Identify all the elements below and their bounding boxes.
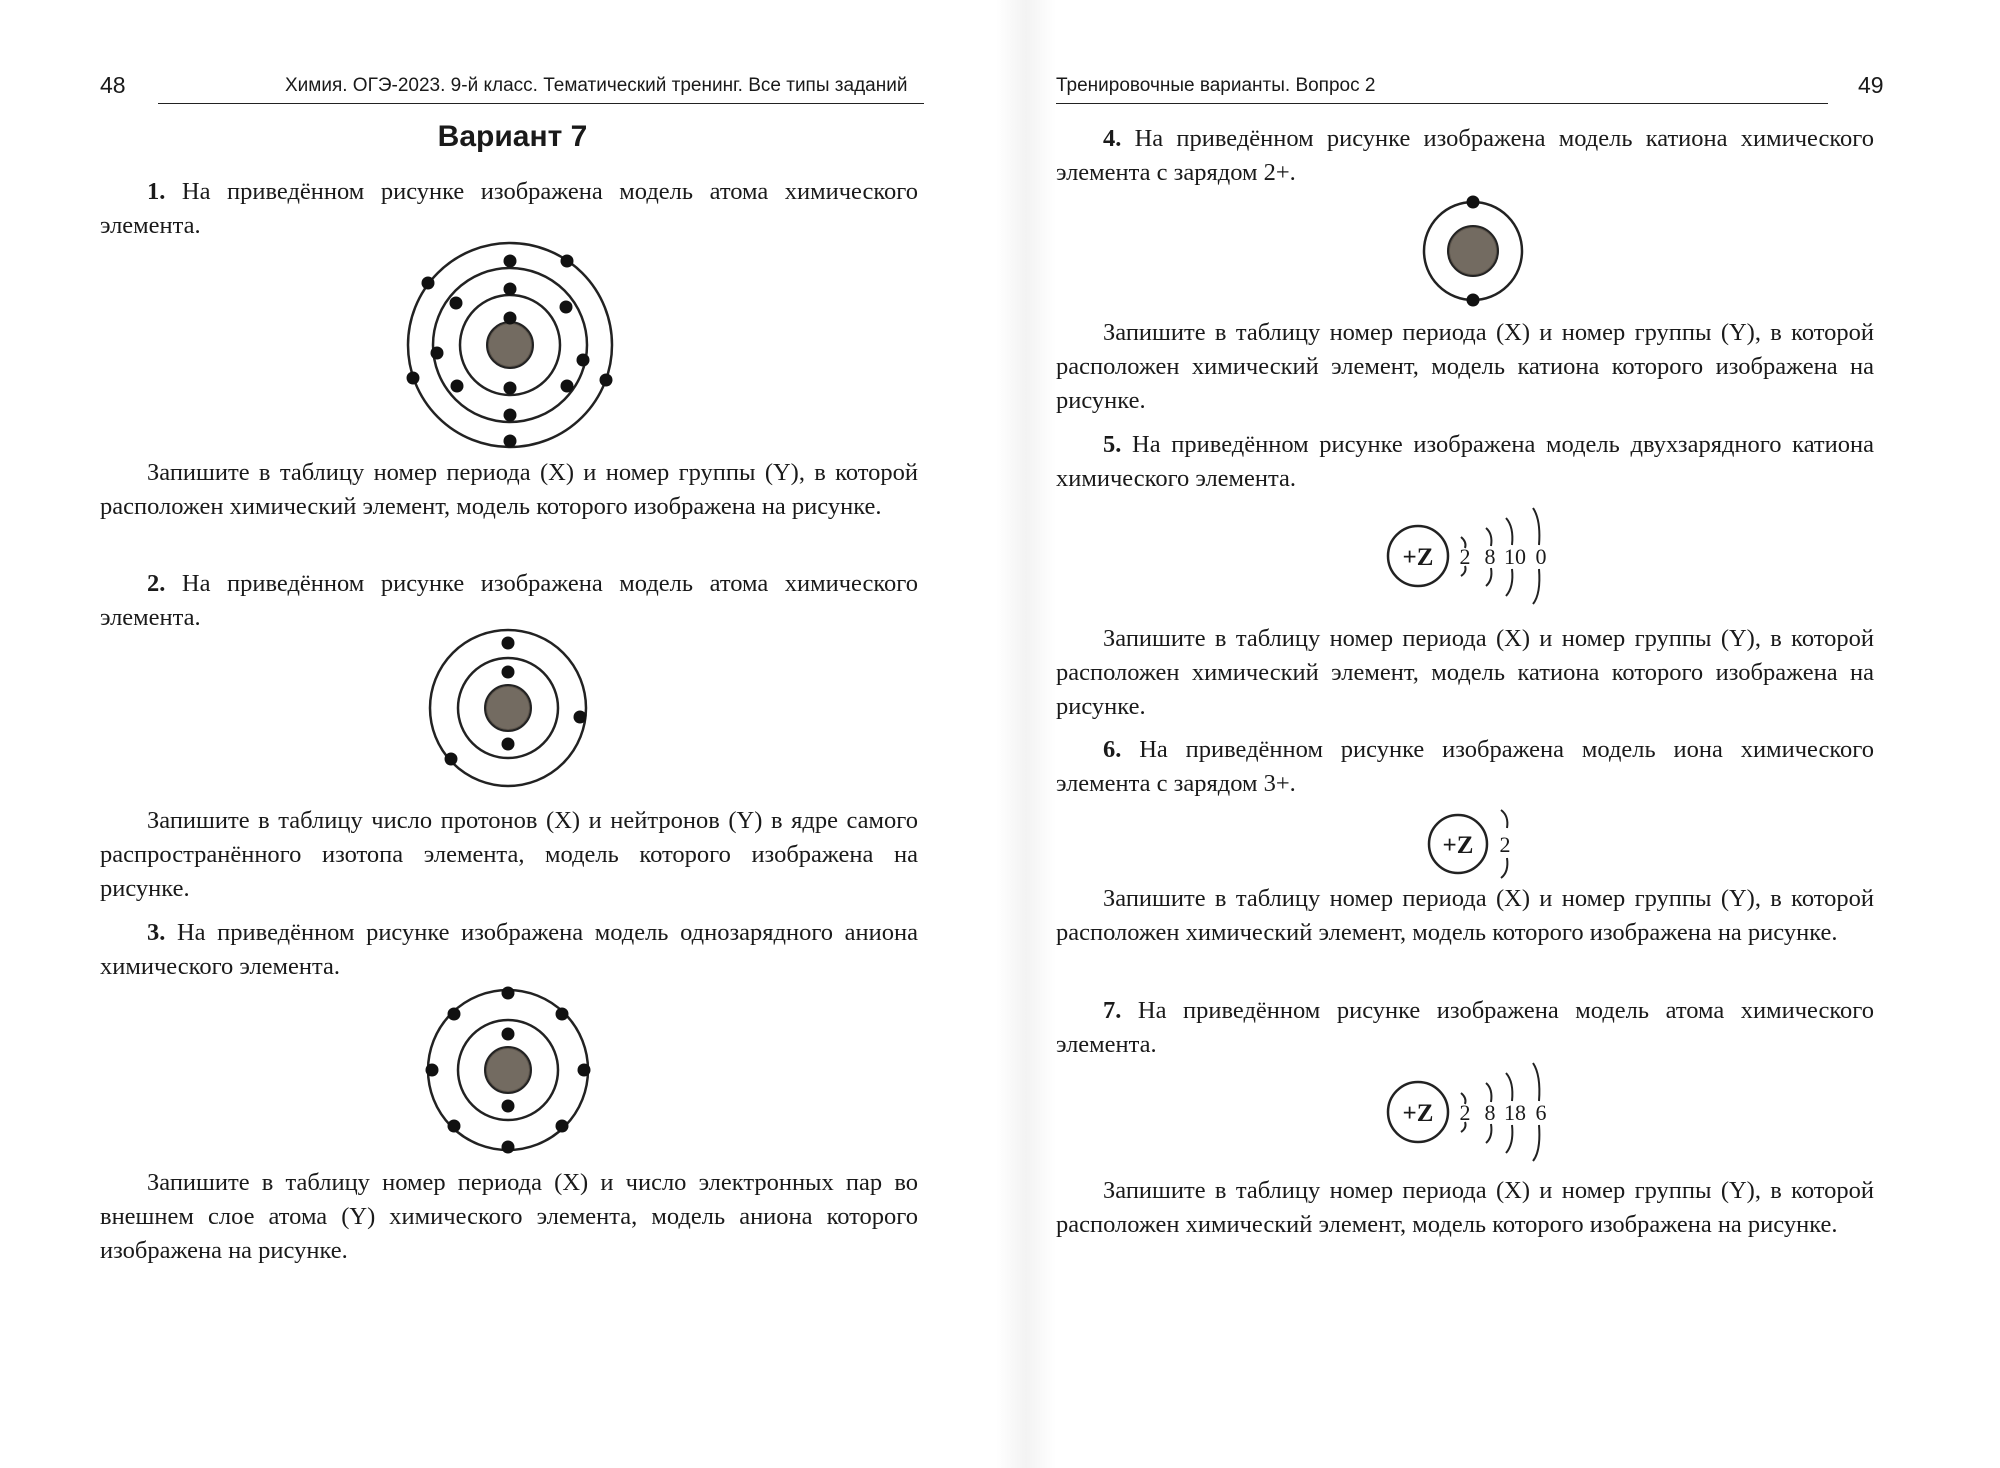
task-4-question: 4. На приведённом рисунке изображена модель катиона химического элемента с зарядом 2+. bbox=[1056, 125, 1874, 186]
task-3-instruction: Запишите в таблицу номер периода (X) и число электронных пар во внешнем слое атома (Y) химического элемента, модель аниона которого изображена на рисунке. bbox=[100, 1169, 918, 1264]
shell-electron-count: 0 bbox=[1535, 544, 1547, 569]
header-rule bbox=[1056, 103, 1828, 104]
right-page bbox=[1000, 0, 2000, 1468]
task-3-question: 3. На приведённом рисунке изображена модель однозарядного аниона химического элемента. bbox=[100, 919, 918, 980]
task-6-instruction: Запишите в таблицу номер периода (X) и номер группы (Y), в которой расположен химический элемент, модель которого изображена на рисунке. bbox=[1056, 885, 1874, 946]
shell-scheme-figure bbox=[1385, 1055, 1565, 1165]
header-rule bbox=[158, 103, 924, 104]
atom-model-figure bbox=[400, 245, 620, 445]
variant-title: Вариант 7 bbox=[437, 120, 588, 153]
nucleus-label: +Z bbox=[1442, 832, 1474, 859]
shell-electron-count: 8 bbox=[1484, 544, 1496, 569]
task-2-instruction: Запишите в таблицу число протонов (X) и нейтронов (Y) в ядре самого распространённого изотопа элемента, модель которого изображена на рисунке. bbox=[100, 807, 918, 902]
shell-electron-count: 2 bbox=[1459, 544, 1471, 569]
running-head: Химия. ОГЭ-2023. 9-й класс. Тематический тренинг. Все типы заданий bbox=[285, 75, 908, 96]
task-4-instruction: Запишите в таблицу номер периода (X) и номер группы (Y), в которой расположен химический элемент, модель катиона которого изображена на рисунке. bbox=[1056, 319, 1874, 414]
shell-electron-count: 8 bbox=[1484, 1100, 1496, 1125]
task-7-question: 7. На приведённом рисунке изображена модель атома химического элемента. bbox=[1056, 997, 1874, 1058]
task-number: 7. bbox=[1103, 997, 1122, 1024]
cation-model-figure bbox=[1418, 196, 1528, 306]
shell-arcs bbox=[1461, 1063, 1539, 1161]
task-number: 5. bbox=[1103, 431, 1122, 458]
task-1-question: 1. На приведённом рисунке изображена модель атома химического элемента. bbox=[100, 178, 918, 239]
task-5-question: 5. На приведённом рисунке изображена модель двухзарядного катиона химического элемента. bbox=[1056, 431, 1874, 492]
nucleus-shade bbox=[489, 324, 531, 366]
nucleus-shade bbox=[487, 687, 529, 729]
task-number: 3. bbox=[147, 919, 166, 946]
task-6-question: 6. На приведённом рисунке изображена модель иона химического элемента с зарядом 3+. bbox=[1056, 736, 1874, 797]
shell-electron-count: 18 bbox=[1504, 1100, 1526, 1125]
nucleus-shade bbox=[1450, 228, 1496, 274]
task-1-instruction: Запишите в таблицу номер периода (X) и номер группы (Y), в которой расположен химический элемент, модель которого изображена на рисунке. bbox=[100, 459, 918, 520]
shell-electron-count: 2 bbox=[1499, 832, 1511, 857]
running-head: Тренировочные варианты. Вопрос 2 bbox=[1056, 75, 1376, 96]
shell-electron-count: 6 bbox=[1535, 1100, 1547, 1125]
shell-scheme-figure bbox=[1425, 806, 1535, 881]
task-7-instruction: Запишите в таблицу номер периода (X) и номер группы (Y), в которой расположен химический элемент, модель которого изображена на рисунке. bbox=[1056, 1177, 1874, 1238]
atom-model-figure bbox=[418, 628, 598, 788]
task-2-question: 2. На приведённом рисунке изображена модель атома химического элемента. bbox=[100, 570, 918, 631]
nucleus-label: +Z bbox=[1402, 544, 1434, 571]
atom-model-figure bbox=[418, 985, 598, 1155]
task-number: 4. bbox=[1103, 125, 1122, 152]
task-number: 2. bbox=[147, 570, 166, 597]
page-number: 49 bbox=[1858, 72, 1884, 98]
nucleus-shade bbox=[487, 1049, 529, 1091]
shell-electron-count: 10 bbox=[1504, 544, 1526, 569]
page-number: 48 bbox=[100, 72, 126, 98]
shell-scheme-figure bbox=[1385, 500, 1565, 605]
task-number: 6. bbox=[1103, 736, 1122, 763]
task-number: 1. bbox=[147, 178, 166, 205]
shell-electron-count: 2 bbox=[1459, 1100, 1471, 1125]
nucleus-label: +Z bbox=[1402, 1100, 1434, 1127]
task-5-instruction: Запишите в таблицу номер периода (X) и номер группы (Y), в которой расположен химический элемент, модель катиона которого изображена на рисунке. bbox=[1056, 625, 1874, 720]
shell-arcs bbox=[1461, 508, 1539, 604]
